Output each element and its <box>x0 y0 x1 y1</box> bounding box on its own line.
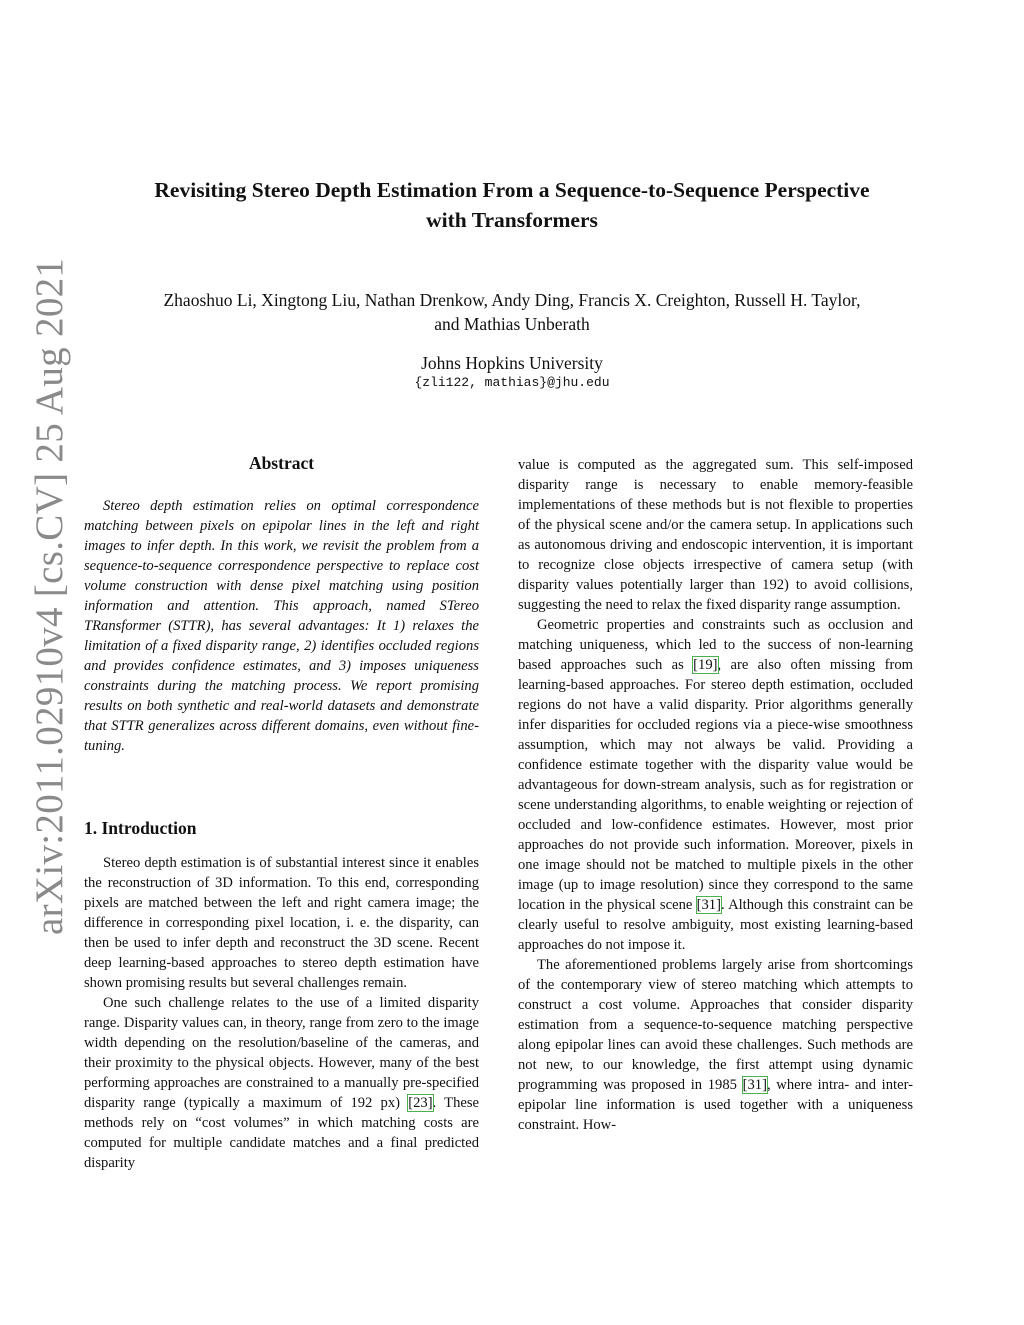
right-p2-text-c: . Although this constraint can be clearly useful to resolve ambiguity, most existing learning-based approaches do not impose it. <box>518 897 913 953</box>
abstract-heading: Abstract <box>248 453 315 473</box>
abstract-text: Stereo depth estimation relies on optimal correspondence matching between pixels on epipolar lines in the left and right images to infer depth. In this work, we revisit the problem from a sequence-to-sequence correspondence perspective to replace cost volume construction with dense pixel matching using position information and attention. This approach, named STereo TRansformer (STTR), has several advantages: It 1) relaxes the limitation of a fixed disparity range, 2) identifies occluded regions and provides confidence estimates, and 3) imposes uniqueness constraints during the matching process. We report promising results on both synthetic and real-world datasets and demonstrate that STTR generalizes across different domains, even without fine-tuning. <box>84 498 479 754</box>
intro-p2-text-a: One such challenge relates to the use of a limited disparity range. Disparity values can, in theory, range from zero to the image width depending on the resolution/baseline of the cameras, and their proximity to the physical objects. However, many of the best performing approaches are constrained to a manually pre-specified disparity range (typically a maximum of 192 px) <box>84 995 479 1111</box>
affiliation: Johns Hopkins University <box>421 353 603 373</box>
authors-line-2: and Mathias Unberath <box>434 314 590 334</box>
right-p3-text-a: The aforementioned problems largely arise from shortcomings of the contemporary view of stereo matching which attempts to construct a cost volume. Approaches that consider disparity estimation from a sequence-to-sequence matching perspective along epipolar lines can avoid these challenges. Such methods are not new, to our knowledge, the first attempt using dynamic programming was proposed in 1985 <box>518 957 913 1093</box>
title-line-1: Revisiting Stereo Depth Estimation From a Sequence-to-Sequence Perspective <box>154 178 870 202</box>
authors-line-1: Zhaoshuo Li, Xingtong Liu, Nathan Drenkow, Andy Ding, Francis X. Creighton, Russell H. Taylor, <box>163 290 861 310</box>
paper-title <box>60 175 964 235</box>
right-paragraph-3 <box>518 955 913 1135</box>
right-column <box>518 455 913 1135</box>
right-paragraph-2 <box>518 615 913 955</box>
author-email: {zli122, mathias}@jhu.edu <box>414 375 610 390</box>
citation-link-23[interactable]: [23] <box>408 1095 433 1111</box>
intro-paragraph-2 <box>84 993 479 1173</box>
right-paragraph-1: value is computed as the aggregated sum. This self-imposed disparity range is necessary to enable memory-feasible implementations of these methods but is not flexible to properties of the physical scene and/or the camera setup. In applications such as autonomous driving and endoscopic intervention, it is important to recognize close objects irrespective of camera setup (with disparity values potentially larger than 192) to avoid collisions, suggesting the need to relax the fixed disparity range assumption. <box>518 457 913 613</box>
introduction-heading: 1. Introduction <box>84 818 197 838</box>
right-p3-text-b: , where intra- and inter-epipolar line information is used together with a uniqueness constraint. How- <box>518 1077 913 1133</box>
arxiv-stamp: arXiv:2011.02910v4 [cs.CV] 25 Aug 2021 <box>28 257 71 935</box>
intro-p2-text-b: . These methods rely on “cost volumes” in which matching costs are computed for multiple candidate matches and a final predicted disparity <box>84 1095 480 1171</box>
intro-paragraph-1: Stereo depth estimation is of substantial interest since it enables the reconstruction of 3D information. To this end, corresponding pixels are matched between the left and right camera image; the difference in corresponding pixel location, i. e. the disparity, can then be used to infer depth and reconstruct the 3D scene. Recent deep learning-based approaches to stereo depth estimation have shown promising results but several challenges remain. <box>84 855 479 991</box>
citation-link-19[interactable]: [19] <box>693 657 718 673</box>
title-line-2: with Transformers <box>426 208 598 232</box>
introduction-body <box>84 853 479 1173</box>
right-p2-text-b: , are also often missing from learning-based approaches. For stereo depth estimation, occluded regions do not have a valid disparity. Prior algorithms generally infer disparities for occluded regions via a piece-wise smoothness assumption, which may not always be valid. Providing a confidence estimate together with the disparity value would be advantageous for down-stream analysis, such as for registration or scene understanding algorithms, to enable weighting or rejection of occluded and low-confidence estimates. However, most prior approaches do not provide such information. Moreover, pixels in one image should not be matched to multiple pixels in the other image (up to image resolution) since they correspond to the same location in the physical scene <box>518 657 913 913</box>
right-p2-text-a: Geometric properties and constraints such as occlusion and matching uniqueness, which led to the success of non-learning based approaches such as <box>518 617 913 673</box>
author-list <box>60 288 964 336</box>
citation-link-31b[interactable]: [31] <box>742 1077 767 1093</box>
citation-link-31[interactable]: [31] <box>696 897 721 913</box>
